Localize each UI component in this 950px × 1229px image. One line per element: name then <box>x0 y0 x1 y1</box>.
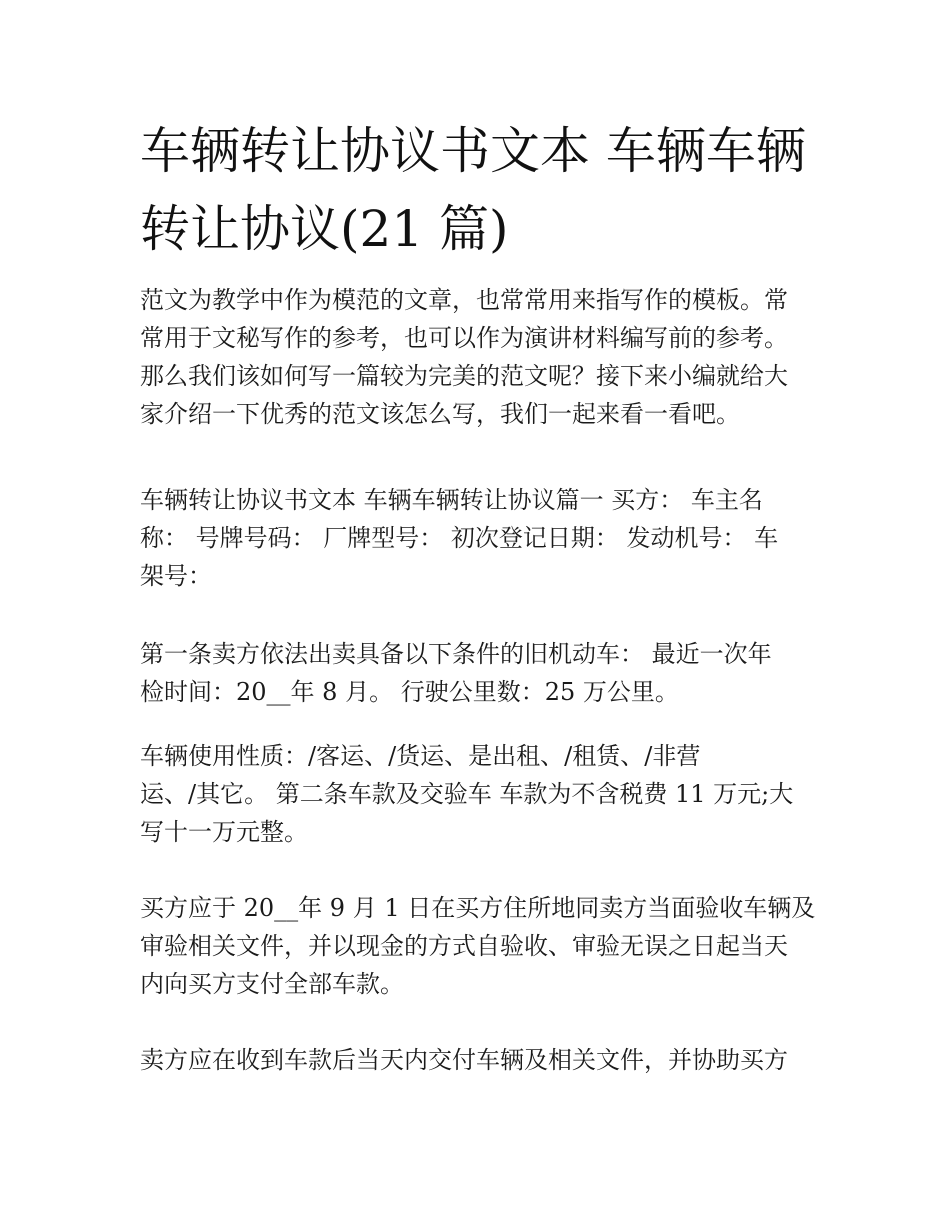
text-line: 审验相关文件，并以现金的方式自验收、审验无误之日起当天 <box>140 932 788 960</box>
paragraph-intro <box>140 281 820 433</box>
paragraph-delivery <box>140 1041 820 1079</box>
text-line: 架号： <box>140 562 212 590</box>
paragraph-usage-and-price <box>140 737 820 851</box>
text-line: 写十一万元整。 <box>140 818 308 846</box>
text-line: 买方应于 20__年 9 月 1 日在买方住所地同卖方当面验收车辆及 <box>140 894 816 922</box>
paragraph-payment <box>140 889 820 1003</box>
text-line: 家介绍一下优秀的范文该怎么写，我们一起来看一看吧。 <box>140 400 740 428</box>
text-line: 卖方应在收到车款后当天内交付车辆及相关文件，并协助买方 <box>140 1046 788 1074</box>
title-line: 转让协议(21 篇) <box>140 200 509 258</box>
document-title <box>140 112 820 268</box>
title-line: 车辆转让协议书文本 车辆车辆 <box>140 122 806 180</box>
text-line: 范文为教学中作为模范的文章，也常常用来指写作的模板。常 <box>140 286 788 314</box>
paragraph-article-one <box>140 635 820 711</box>
text-line: 称： 号牌号码： 厂牌型号： 初次登记日期： 发动机号： 车 <box>140 524 779 552</box>
text-line: 内向买方支付全部车款。 <box>140 970 404 998</box>
paragraph-vehicle-info <box>140 481 820 595</box>
text-line: 检时间：20__年 8 月。 行驶公里数：25 万公里。 <box>140 678 679 706</box>
text-line: 第一条卖方依法出卖具备以下条件的旧机动车： 最近一次年 <box>140 640 772 668</box>
text-line: 运、/其它。 第二条车款及交验车 车款为不含税费 11 万元;大 <box>140 780 794 808</box>
text-line: 常用于文秘写作的参考，也可以作为演讲材料编写前的参考。 <box>140 324 788 352</box>
text-line: 车辆转让协议书文本 车辆车辆转让协议篇一 买方： 车主名 <box>140 486 763 514</box>
text-line: 车辆使用性质：/客运、/货运、是出租、/租赁、/非营 <box>140 742 701 770</box>
text-line: 那么我们该如何写一篇较为完美的范文呢？接下来小编就给大 <box>140 362 788 390</box>
